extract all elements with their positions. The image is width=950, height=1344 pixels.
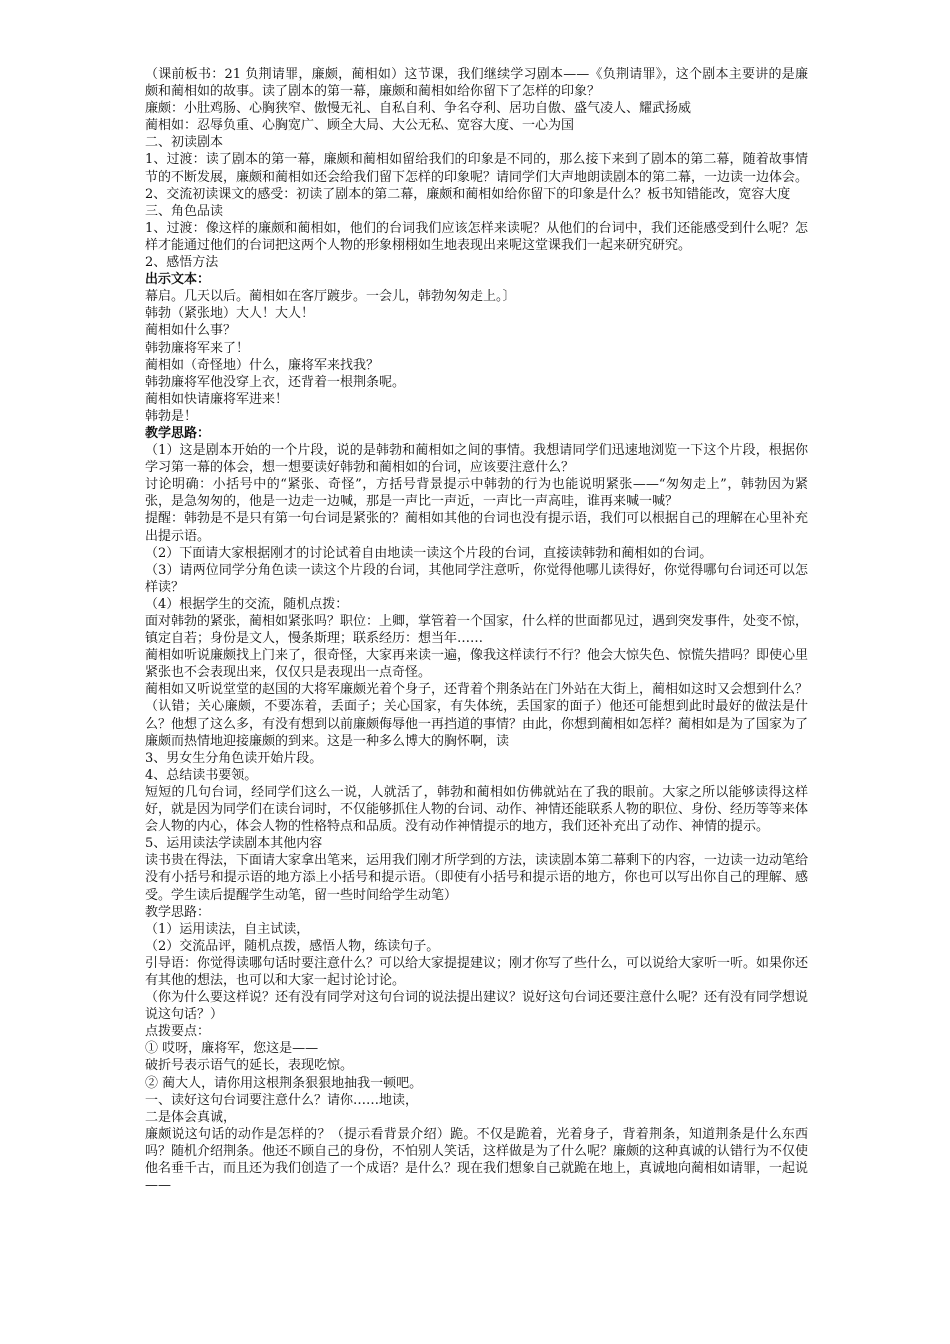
text-line: （3）请两位同学分角色读一读这个片段的台词，其他同学注意听，你觉得他哪儿读得好，你觉得哪句台词还可以怎样读？	[145, 562, 808, 595]
text-line: 三、角色品读	[145, 203, 224, 219]
text-line: 讨论明确：小括号中的“紧张、奇怪”，方括号背景提示中韩勃的行为也能说明紧张——“匆匆走上”，韩勃因为紧张，是急匆匆的，他是一边走一边喊，那是一声比一声近，一声比一声高哇，谁再来喊一喊？	[145, 477, 808, 510]
text-line: 3、男女生分角色读开始片段。	[145, 750, 323, 766]
text-line: 廉颇：小肚鸡肠、心胸狭窄、傲慢无礼、自私自利、争名夺利、居功自傲、盛气凌人、耀武扬威	[145, 101, 692, 117]
text-line: 一、读好这句台词要注意什么？请你……地读，	[145, 1092, 419, 1108]
text-line: 破折号表示语气的延长，表现吃惊。	[145, 1058, 354, 1074]
text-line: （2）交流品评，随机点拨，感悟人物，练读句子。	[145, 938, 440, 954]
text-line: 短短的几句台词，经同学们这么一说，人就活了，韩勃和蔺相如仿佛就站在了我的眼前。大家之所以能够读得这样好，就是因为同学们在读台词时，不仅能够抓住人物的台词、动作、神情还能联系人物的职位、身份、经历等等来体会人物的内心，体会人物的性格特点和品质。没有动作神情提示的地方，我们还补充出了动作、神情的提示。	[145, 784, 809, 835]
text-line: 廉颇说这句话的动作是怎样的？（提示看背景介绍）跪。不仅是跪着，光着身子，背着荆条，知道荆条是什么东西吗？随机介绍荆条。他还不顾自己的身份，不怕别人笑话，这样做是为了什么呢？廉颇的这种真诚的认错行为不仅使他名垂千古，而且还为我们创造了一个成语？是什么？现在我们想象自己就跪在地上，真诚地向蔺相如请罪，一起说——	[145, 1126, 809, 1194]
text-line: 提醒：韩勃是不是只有第一句台词是紧张的？蔺相如其他的台词也没有提示语，我们可以根据自己的理解在心里补充出提示语。	[145, 511, 809, 544]
text-line: 点拨要点：	[145, 1024, 211, 1040]
text-line: 面对韩勃的紧张，蔺相如紧张吗？职位：上卿，掌管着一个国家，什么样的世面都见过，遇到突发事件，处变不惊，镇定自若；身份是文人，慢条斯理；联系经历：想当年……	[145, 614, 809, 647]
text-line: 韩勃廉将军来了！	[145, 340, 250, 356]
text-line: （2）下面请大家根据刚才的讨论试着自由地读一读这个片段的台词，直接读韩勃和蔺相如的台词。	[145, 545, 713, 561]
text-line: 蔺相如：忍辱负重、心胸宽广、顾全大局、大公无私、宽容大度、一心为国	[145, 118, 575, 134]
text-line: 韩勃（紧张地）大人！大人！	[145, 306, 315, 322]
text-line: 1、过渡：像这样的廉颇和蔺相如，他们的台词我们应该怎样来读呢？从他们的台词中，我们还能感受到什么呢？怎样才能通过他们的台词把这两个人物的形象栩栩如生地表现出来呢这堂课我们一起来研究研究。	[145, 220, 808, 253]
text-line: 二、初读剧本	[145, 135, 224, 151]
text-line: 2、感悟方法	[145, 255, 219, 271]
text-line: 1、过渡：读了剧本的第一幕，廉颇和蔺相如留给我们的印象是不同的，那么接下来到了剧本的第二幕，随着故事情节的不断发展，廉颇和蔺相如还会给我们留下怎样的印象呢？请同学们大声地朗读剧本的第二幕，一边读一边体会。	[145, 152, 809, 185]
text-line: （4）根据学生的交流，随机点拨：	[145, 596, 349, 612]
text-line: ② 蔺大人，请你用这根荆条狠狠地抽我一顿吧。	[145, 1075, 423, 1091]
text-line: 引导语：你觉得读哪句话时要注意什么？可以给大家提提建议；刚才你写了些什么，可以说给大家听一听。如果你还有其他的想法，也可以和大家一起讨论讨论。	[145, 955, 809, 988]
section-label: 教学思路：	[145, 425, 211, 441]
text-line: 蔺相如快请廉将军进来！	[145, 391, 289, 407]
text-line: 蔺相如听说廉颇找上门来了，很奇怪，大家再来读一遍，像我这样读行不行？他会大惊失色、惊慌失措吗？即使心里紧张也不会表现出来，仅仅只是表现出一点奇怪。	[145, 648, 809, 681]
text-line: 二是体会真诚，	[145, 1109, 237, 1125]
text-line: 读书贵在得法，下面请大家拿出笔来，运用我们刚才所学到的方法，读读剧本第二幕剩下的内容，一边读一边动笔给没有小括号和提示语的地方添上小括号和提示语。（即使有小括号和提示语的地方，你也可以写出你自己的理解、感受。学生读后提醒学生动笔，留一些时间给学生动笔）	[145, 853, 809, 903]
text-line: （1）这是剧本开始的一个片段，说的是韩勃和蔺相如之间的事情。我想请同学们迅速地浏览一下这个片段，根据你学习第一幕的体会，想一想要读好韩勃和蔺相如的台词，应该要注意什么？	[145, 443, 808, 476]
text-line: 蔺相如（奇怪地）什么，廉将军来找我？	[145, 357, 380, 373]
section-label: 出示文本：	[145, 272, 211, 288]
text-line: 幕启。几天以后。蔺相如在客厅踱步。一会儿，韩勃匆匆走上。〕	[145, 289, 516, 305]
text-line: ① 哎呀，廉将军，您这是——	[145, 1041, 319, 1057]
text-line: 4、总结读书要领。	[145, 767, 258, 783]
text-line: 5、运用读法学读剧本其他内容	[145, 836, 323, 852]
text-line: 教学思路：	[145, 904, 211, 920]
text-line: 2、交流初读课文的感受：初读了剧本的第二幕，廉颇和蔺相如给你留下的印象是什么？板书知错能改，宽容大度	[145, 186, 791, 202]
text-line: 蔺相如又听说堂堂的赵国的大将军廉颇光着个身子，还背着个荆条站在门外站在大街上，蔺相如这时又会想到什么？（认错；关心廉颇，不要冻着，丢面子；关心国家，有失体统，丢国家的面子）他还可能想到此时最好的做法是什么？他想了这么多，有没有想到以前廉颇侮辱他一再挡道的事情？由此，你想到蔺相如怎样？蔺相如是为了国家为了廉颇而热情地迎接廉颇的到来。这是一种多么博大的胸怀啊，读	[145, 682, 809, 749]
text-line: 韩勃廉将军他没穿上衣，还背着一根荆条呢。	[145, 374, 406, 390]
text-line: 蔺相如什么事？	[145, 323, 237, 339]
text-line: （1）运用读法，自主试读，	[145, 921, 310, 937]
text-line: （你为什么要这样说？还有没有同学对这句台词的说法提出建议？说好这句台词还要注意什么呢？还有没有同学想说说这句话？）	[145, 990, 809, 1023]
text-line: 韩勃是！	[145, 408, 198, 424]
text-line: （课前板书：21 负荆请罪，廉颇，蔺相如）这节课，我们继续学习剧本——《负荆请罪》，这个剧本主要讲的是廉颇和蔺相如的故事。读了剧本的第一幕，廉颇和蔺相如给你留下了怎样的印象？	[145, 67, 808, 100]
